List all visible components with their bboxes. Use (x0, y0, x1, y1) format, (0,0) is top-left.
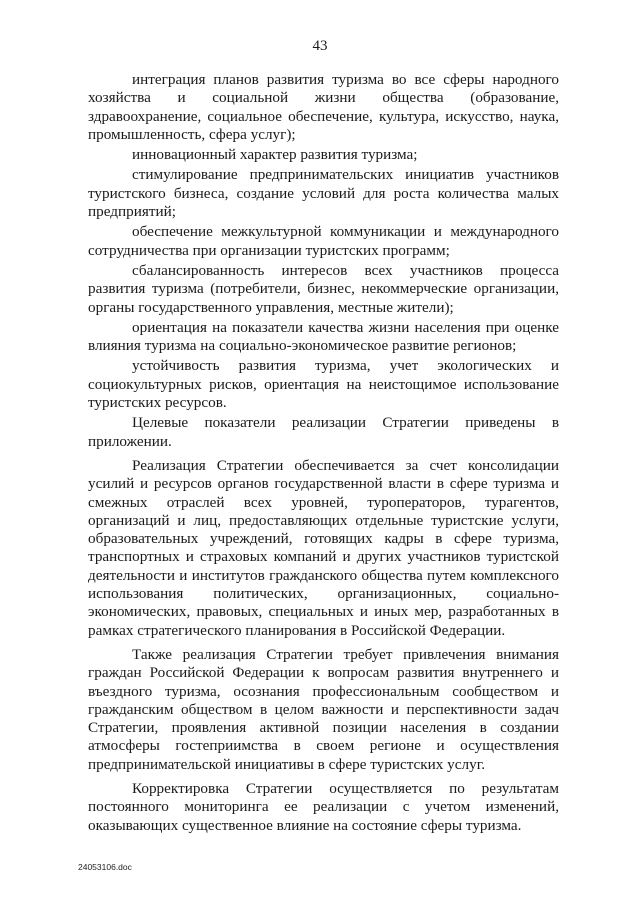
paragraph: интеграция планов развития туризма во все сферы народного хозяйства и социальной жизни общества (образование, здравоохранение, социальное обеспечение, культура, искусство, наука, промышленность, сфера услуг); (88, 71, 559, 143)
paragraph: Целевые показатели реализации Стратегии приведены в приложении. (88, 414, 559, 450)
page-number: 43 (312, 38, 328, 54)
paragraph: устойчивость развития туризма, учет экологических и социокультурных рисков, ориентация на неистощимое использование туристских ресурсов. (88, 357, 559, 412)
file-name-footer: 24053106.doc (78, 862, 132, 872)
paragraph: инновационный характер развития туризма; (132, 146, 418, 164)
paragraph: Корректировка Стратегии осуществляется по результатам постоянного мониторинга ее реализации с учетом изменений, оказывающих существенное влияние на состояние сферы туризма. (88, 779, 559, 834)
paragraph: стимулирование предпринимательских инициатив участников туристского бизнеса, создание условий для роста количества малых предприятий; (88, 166, 559, 221)
document-body (88, 71, 559, 841)
paragraph: обеспечение межкультурной коммуникации и международного сотрудничества при организации туристских программ; (88, 223, 559, 259)
paragraph: ориентация на показатели качества жизни населения при оценке влияния туризма на социально-экономическое развитие регионов; (88, 318, 559, 355)
paragraph: сбалансированность интересов всех участников процесса развития туризма (потребители, бизнес, некоммерческие организации, органы государственного управления, местные жители); (88, 261, 559, 316)
paragraph: Также реализация Стратегии требует привлечения внимания граждан Российской Федерации к вопросам развития внутреннего и въездного туризма, осознания профессиональным сообществом и гражданским обществом в целом важности и перспективности задач Стратегии, проявления активной позиции населения в создании атмосферы гостеприимства в своем регионе и осуществления предпринимательской инициативы в сфере туристских услуг. (88, 645, 559, 773)
paragraph: Реализация Стратегии обеспечивается за счет консолидации усилий и ресурсов органов государственной власти в сфере туризма и смежных отраслей всех уровней, туроператоров, турагентов, организаций и лиц, предоставляющих отдельные туристские услуги, образовательных учреждений, готовящих кадры в сфере туризма, транспортных и страховых компаний и других участников туристской деятельности и институтов гражданского общества путем комплексного использования политических, организационных, социально-экономических, правовых, специальных и иных мер, разработанных в рамках стратегического планирования в Российской Федерации. (88, 456, 559, 639)
